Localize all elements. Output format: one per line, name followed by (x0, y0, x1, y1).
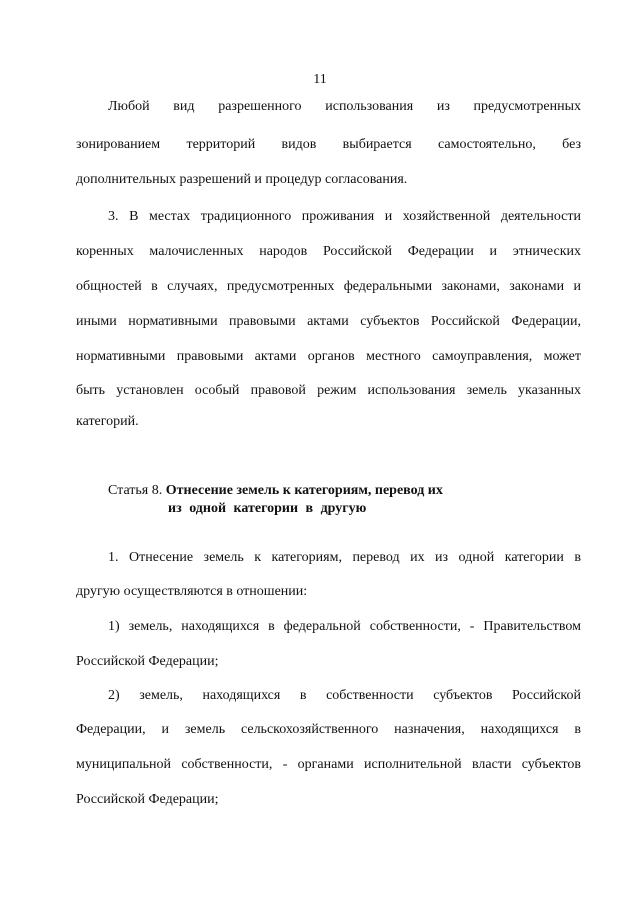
text-line: нормативными правовыми актами органов местного самоуправления, может (76, 349, 581, 364)
text-line: категорий. (76, 414, 139, 429)
text-line: муниципальной собственности, - органами исполнительной власти субъектов (76, 757, 581, 772)
page-number: 11 (313, 72, 327, 87)
article-heading-line-2 (168, 499, 366, 519)
text-line: Российской Федерации; (76, 792, 219, 807)
text-line: зонированием территорий видов выбирается самостоятельно, без (76, 137, 581, 152)
text-line: 1) земель, находящихся в федеральной собственности, - Правительством (108, 619, 581, 634)
text-line: 1. Отнесение земель к категориям, перевод их из одной категории в (108, 550, 581, 565)
text-line: коренных малочисленных народов Российской Федерации и этнических (76, 244, 581, 259)
text-line: 2) земель, находящихся в собственности субъектов Российской (108, 688, 581, 703)
article-title-continued: из одной категории в другую (168, 501, 367, 516)
text-line: дополнительных разрешений и процедур согласования. (76, 172, 408, 187)
text-line: быть установлен особый правовой режим использования земель указанных (76, 383, 581, 398)
article-prefix: Статья 8. (108, 483, 163, 498)
text-line: другую осуществляются в отношении: (76, 584, 308, 599)
text-line: общностей в случаях, предусмотренных федеральными законами, законами и (76, 279, 581, 294)
text-line: Любой вид разрешенного использования из предусмотренных (108, 99, 581, 114)
text-line: 3. В местах традиционного проживания и хозяйственной деятельности (108, 209, 581, 224)
text-line: Федерации, и земель сельскохозяйственного назначения, находящихся в (76, 722, 581, 737)
article-title: Отнесение земель к категориям, перевод их (165, 483, 443, 498)
text-line: Российской Федерации; (76, 654, 219, 669)
text-line: иными нормативными правовыми актами субъектов Российской Федерации, (76, 314, 581, 329)
article-heading-line-1 (108, 481, 443, 501)
